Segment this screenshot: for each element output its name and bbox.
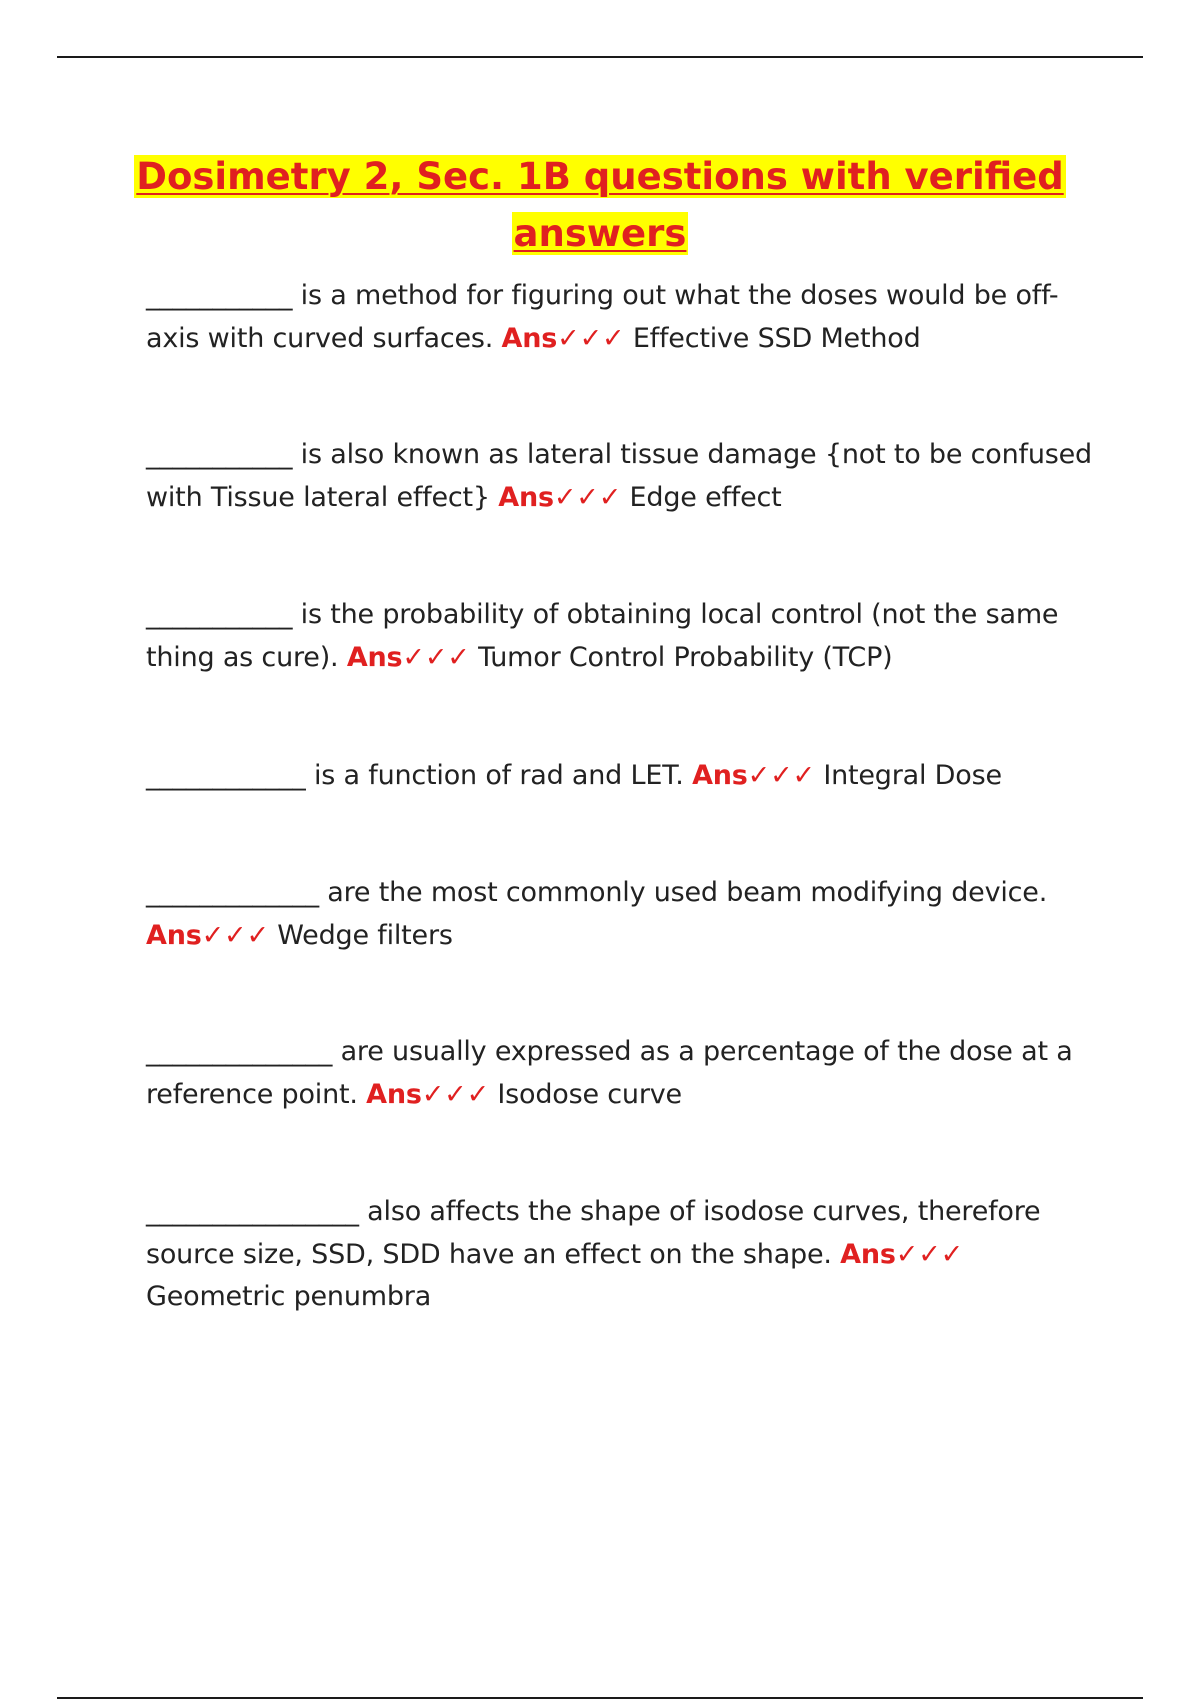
answer-text: Isodose curve — [497, 1078, 682, 1110]
answer-text: Geometric penumbra — [146, 1281, 432, 1312]
ans-label: Ans — [692, 760, 748, 791]
question-text: ________________ also affects the shape of isodose curves, therefore source size, SSD, SDD have an effect on the shape. — [146, 1196, 1041, 1270]
title-text: Dosimetry 2, Sec. 1B questions with verified answers — [136, 155, 1064, 255]
answer-text: Integral Dose — [823, 760, 1002, 791]
checkmarks-icon: ✓✓✓ — [553, 481, 622, 513]
checkmarks-icon: ✓✓✓ — [747, 760, 815, 791]
ans-label: Ans — [346, 641, 403, 673]
qa-item-1 — [146, 275, 1092, 360]
checkmarks-icon: ✓✓✓ — [402, 641, 470, 673]
qa-item-4 — [146, 755, 1092, 798]
checkmarks-icon: ✓✓✓ — [421, 1078, 490, 1110]
question-text: _____________ are the most commonly used beam modifying device. — [146, 877, 1048, 908]
ans-label: Ans — [501, 322, 558, 354]
qa-item-6 — [146, 1031, 1092, 1116]
question-text: ______________ are usually expressed as a percentage of the dose at a reference point. — [146, 1036, 1073, 1110]
footer-rule — [57, 1697, 1143, 1699]
checkmarks-icon: ✓✓✓ — [557, 322, 625, 354]
answer-text: Effective SSD Method — [632, 322, 921, 354]
qa-item-7 — [146, 1191, 1092, 1319]
qa-item-5 — [146, 872, 1092, 957]
question-text: ___________ is also known as lateral tissue damage {not to be confused with Tissue lateral effect} — [146, 439, 1092, 513]
document-title — [120, 148, 1080, 262]
question-text: ___________ is the probability of obtaining local control (not the same thing as cure). — [146, 599, 1059, 673]
header-rule — [57, 56, 1143, 58]
qa-item-2 — [146, 434, 1092, 519]
ans-label: Ans — [366, 1078, 422, 1110]
answer-text: Edge effect — [629, 481, 782, 513]
qa-item-3 — [146, 594, 1092, 679]
ans-label: Ans — [146, 919, 202, 951]
checkmarks-icon: ✓✓✓ — [201, 919, 269, 951]
question-text: ____________ is a function of rad and LET. — [146, 760, 684, 791]
answer-text: Wedge filters — [277, 919, 453, 951]
ans-label: Ans — [840, 1238, 896, 1270]
question-text: ___________ is a method for figuring out what the doses would be off-axis with curved surfaces. — [146, 280, 1059, 354]
answer-text: Tumor Control Probability (TCP) — [478, 641, 893, 673]
ans-label: Ans — [498, 481, 554, 513]
checkmarks-icon: ✓✓✓ — [895, 1238, 964, 1270]
